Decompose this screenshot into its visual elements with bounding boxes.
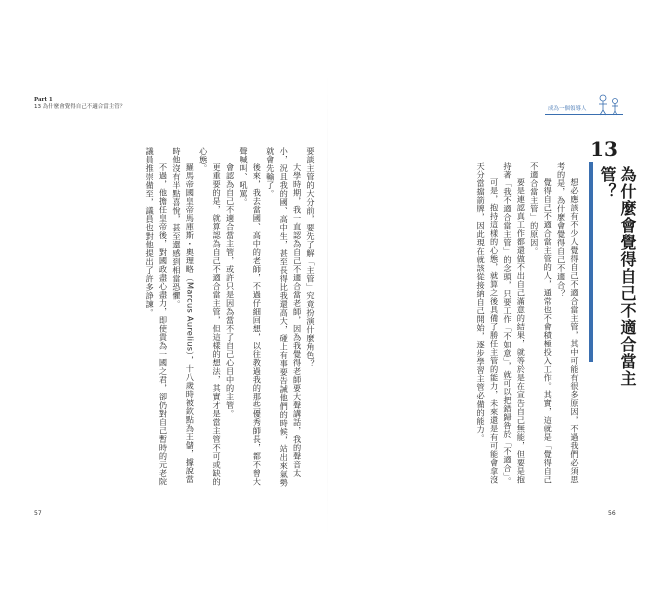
- paragraph: 想必應該有不少人覺得自己不適合當主管，其中可能有很多原因，不過我們必須思考的是，為什麼會覺得自己不適合？: [556, 162, 580, 485]
- paragraph: 可是，抱持這樣的心態，就算之後具備了勝任主管的能力，未來還是有可能會拿沒天分當擋箭牌，因此現在就該從接納自己開始，逐步學習主管必備的能力。: [476, 162, 500, 485]
- left-page-body: [50, 147, 317, 487]
- left-page-running-header: [34, 97, 125, 111]
- paragraph: 會認為自己不適合當主管，或許只是因為當不了自己心目中的主管。: [225, 163, 236, 419]
- part-label: Part 1: [34, 97, 53, 103]
- people-illustration-icon: [594, 93, 624, 117]
- paragraph: 更重要的是，就算認為自己不適合當主管，但這樣的想法，其實才是當主管不可或缺的心態。: [198, 147, 223, 487]
- book-spine: [327, 70, 328, 540]
- paragraph: 不過，他擔任皇帝後，對國政盡心盡力，即使貴為一國之君，卻仍對自己暫時的元老院議員推崇備至，議員也對他提出了許多諍諫。: [145, 147, 169, 487]
- right-page-body: [355, 162, 581, 487]
- chapter-number: 13: [590, 137, 618, 161]
- paragraph: 羅馬帝國皇帝馬庫斯・奧理略（Marcus Aurelius），十八歲時被欽點為王儲，據說當時他沒有半點喜悅，甚至還感到相當恐懼。: [171, 147, 196, 484]
- right-page-number: 56: [608, 510, 616, 517]
- paragraph: 大學時期，我一直認為自己不適合當老師，因為我覺得老師要大聲講話，我的聲音太小，況且我的國、高中生，甚至長得比我還高大，碰上有事要告誡他們的時候，站出來氣勢就會先輸了。: [265, 147, 303, 487]
- chapter-title: 為什麼會覺得自己不適合當主管？: [598, 166, 637, 387]
- paragraph: 要是連認真工作都還做不出自己滿意的結果，就等於是在宣告自己無能，但要是抱持著「我不適合當主管」的念頭，只要工作「不如意」，就可以把錯歸咎於「不適合」。: [502, 162, 527, 486]
- paragraph: 覺得自己不適合當主管的人，通常也不會積極投入工作。其實，這就是「覺得自己不適合當主管」的原因。: [529, 162, 554, 485]
- left-page-number: 57: [34, 510, 42, 517]
- paragraph: 後來，我去當國、高中的老師，不過仔細回想，以往教過我的那些優秀師長，都不曾大聲喊叫、吼罵。: [238, 147, 263, 487]
- chapter-accent-bar: [589, 162, 593, 362]
- paragraph: 要談主管的大分前，要先了解「主管」究竟扮演什麼角色？: [306, 147, 316, 368]
- series-label: 成為一個領導人: [548, 106, 587, 112]
- running-subtitle: 13 為什麼會覺得自己不適合當主管？: [34, 104, 126, 110]
